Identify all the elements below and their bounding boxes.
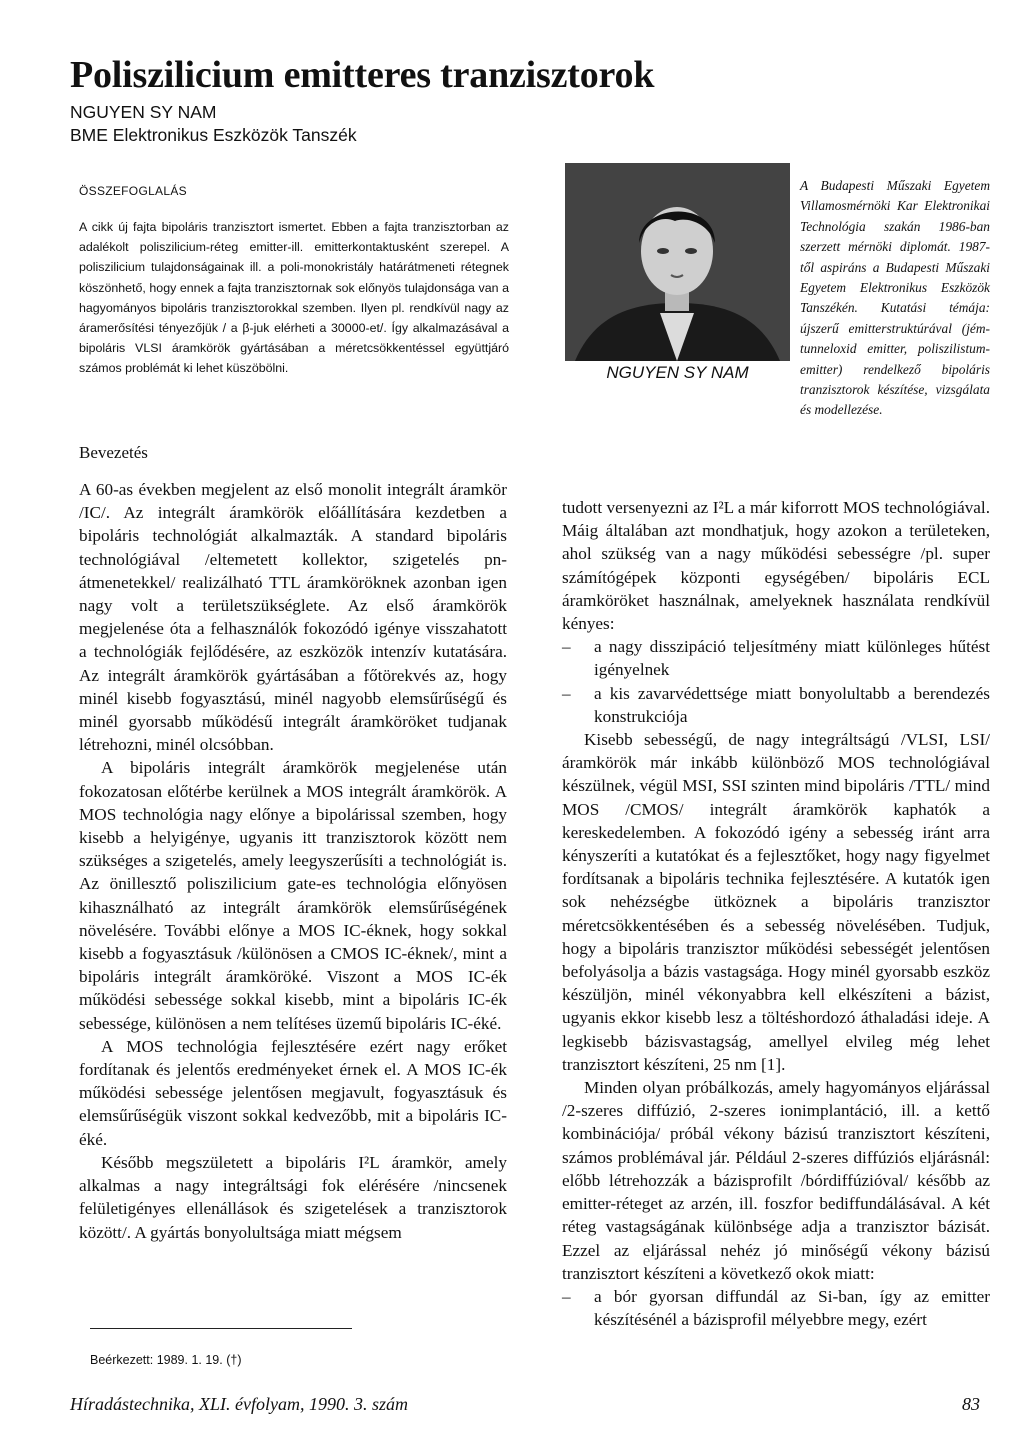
dash-bullet: – bbox=[562, 637, 571, 657]
paragraph: Minden olyan próbálkozás, amely hagyományos eljárással /2-szeres diffúzió, 2-szeres ionimplantáció, ill. a kettő kombinációja/ próbál vékony bázisú tranzisztort készíteni, számos problémával jár. Például 2-szeres diffúziós eljárásnál: előbb létrehozzák a bázisprofilt /bórdiffúzióval/ később az emitter-réteget az arzén, ill. foszfor bediffundálásával. A két réteg vastagságának különbsége adja a tranzisztor bázisát. Ezzel az eljárással nehéz jó minőségű vékony bázisú tranzisztort készíteni a következő okok miatt: bbox=[562, 1078, 990, 1283]
list-item-text: a nagy disszipáció teljesítmény miatt különleges hűtést igényelnek bbox=[594, 637, 990, 680]
author-name: NGUYEN SY NAM bbox=[70, 102, 217, 122]
portrait-image bbox=[565, 163, 790, 361]
list-item bbox=[562, 635, 990, 681]
paragraph: A 60-as években megjelent az első monolit integrált áramkör /IC/. Az integrált áramkörök előállítására kezdetben a bipoláris technológiát alkalmazták. A standard bipoláris technológiával /eltemetett kollektor, szigetelés pn-átmenetekkel/ realizálható TTL áramköröknek azonban igen nagy volt a területszükséglete. Az első áramkörök megjelenése óta a felhasználók fokozódó igénye visszahatott a technológiák fejlődésére, az eszközök intenzív kutatására. Az integrált áramkörök gyártásában a főtörekvés az, hogy minél kisebb fogyasztású, minél nagyobb elemsűrűségű és minél gyorsabb működésű integrált áramköröket tudjanak létrehozni, minél olcsóbban. bbox=[79, 480, 507, 755]
author-photo bbox=[565, 163, 790, 361]
summary-heading: ÖSSZEFOGLALÁS bbox=[79, 184, 187, 198]
paragraph: A bipoláris integrált áramkörök megjelenése után fokozatosan előtérbe kerülnek a MOS integrált áramkörök. A MOS technológia nagy előnye a bipolárissal szemben, hogy kisebb a helyigénye, ugyanis itt tranzisztorok között nem szükséges a szigetelés, amely leegyszerűsíti a technológiát is. Az önillesztő poliszilicium gate-es technológia előnyösen kihasználható az integrált áramkörök elemsűrűségének növelésére. További előnye a MOS IC-éknek, hogy sokkal kisebb a fogyasztásuk /különösen a CMOS IC-éknek/, mint a bipoláris integrált áramköröké. Viszont a MOS IC-ék működési sebessége sokkal kisebb, mint a bipoláris IC-ék sebessége, különösen a nem telítéses üzemű bipoláris IC-éké. bbox=[79, 758, 507, 1033]
list-item bbox=[562, 682, 990, 728]
photo-caption: NGUYEN SY NAM bbox=[606, 363, 749, 382]
dash-bullet: – bbox=[562, 683, 571, 703]
list-item bbox=[562, 1285, 990, 1331]
paragraph: Később megszületett a bipoláris I²L áramkör, amely alkalmas a nagy integráltsági fok elérésére /nincsenek felületigényes ellenállások és szigetelések a tranzisztorok között/. A gyártás bonyolultsága miatt mégsem bbox=[79, 1152, 507, 1242]
page-number: 83 bbox=[962, 1394, 980, 1414]
body-right-column bbox=[562, 496, 990, 1331]
author-bio: A Budapesti Műszaki Egyetem Villamosmérnöki Kar Elektronikai Technológia szakán 1986-ban szerzett mérnöki diplomát. 1987-től aspiráns a Budapesti Műszaki Egyetem Elektronikus Eszközök Tanszékén. Kutatási témája: újszerű emitterstruktúrával (jém-tunneloxid emitter, poliszilistum-emitter) rendelkező bipoláris tranzisztorok készítése, vizsgálata és modellezése. bbox=[800, 178, 990, 418]
journal-footer: Híradástechnika, XLI. évfolyam, 1990. 3. szám bbox=[70, 1394, 408, 1414]
list-item-text: a kis zavarvédettsége miatt bonyolultabb a berendezés konstrukciója bbox=[594, 683, 990, 726]
list-item-text: a bór gyorsan diffundál az Si-ban, így az emitter készítésénél a bázisprofil mélyebbre megy, ezért bbox=[594, 1286, 990, 1330]
section-heading: Bevezetés bbox=[79, 443, 148, 462]
paragraph: Kisebb sebességű, de nagy integráltságú /VLSI, LSI/ áramkörök már inkább különböző MOS technológiával készülnek, végül MSI, SSI szinten mind bipoláris /TTL/ mind MOS /CMOS/ integrált áramkörök kaphatók a kereskedelemben. A fokozódó igény a sebesség iránt arra kényszeríti a kutatókat és a fejlesztőket, hogy nagy figyelmet fordítsanak a bipoláris technika fejlesztésére. A kutatók igen sok nehézségbe ütköznek a bipoláris tranzisztor méretcsökkentésében és a sebesség növelésében. Tudjuk, hogy a bipoláris tranzisztor működési sebességét jelentősen befolyásolja a bázis vastagsága. Hogy minél gyorsabb eszköz készüljön, minél vékonyabbra kell elkészíteni a bázist, ugyanis ekkor kisebb lesz a töltéshordozó áthaladási ideje. A legkisebb bázisvastagság, amellyel elvileg még lehet tranzisztort készíteni, 25 nm [1]. bbox=[562, 730, 990, 1074]
dash-bullet: – bbox=[562, 1286, 571, 1306]
received-date: Beérkezett: 1989. 1. 19. (†) bbox=[90, 1353, 242, 1367]
article-title: Poliszilicium emitteres tranzisztorok bbox=[70, 54, 655, 96]
footnote-divider bbox=[90, 1328, 352, 1329]
body-left-column bbox=[79, 478, 507, 1244]
author-affiliation: BME Elektronikus Eszközök Tanszék bbox=[70, 125, 357, 145]
paragraph: A MOS technológia fejlesztésére ezért nagy erőket fordítanak és jelentős eredményeket érnek el. A MOS IC-ék működési sebessége jelentősen megjavult, fogyasztásuk és elemsűrűségük viszont sokkal kedvezőbb, mit a bipoláris IC-éké. bbox=[79, 1036, 507, 1149]
paragraph: tudott versenyezni az I²L a már kiforrott MOS technológiával. Máig általában azt mondhatjuk, hogy azokon a területeken, ahol szükség van a nagy működési sebességre /pl. super számítógépek központi egységében/ bipoláris ECL áramköröket használnak, amelyeknek használata rendkívül kényes: bbox=[562, 498, 990, 634]
summary-text: A cikk új fajta bipoláris tranzisztort ismertet. Ebben a fajta tranzisztorban az adalékolt poliszilicium-réteg emitter-ill. emitterkontaktusként szerepel. A poliszilicium tulajdonságainak ill. a poli-monokristály határátmeneti rétegnek köszönhető, hogy ennek a fajta tranzisztornak sok előnyös tulajdonsága van a hagyományos bipoláris tranzisztorokkal szemben. Ilyen pl. rendkívül nagy az áramerősítési tényezőjük / a β-juk elérheti a 30000-et/. Így alkalmazásával a bipoláris VLSI áramkörök gyártásában a méretcsökkentéssel együttjáró számos problémát ki lehet küszöbölni. bbox=[79, 220, 509, 376]
